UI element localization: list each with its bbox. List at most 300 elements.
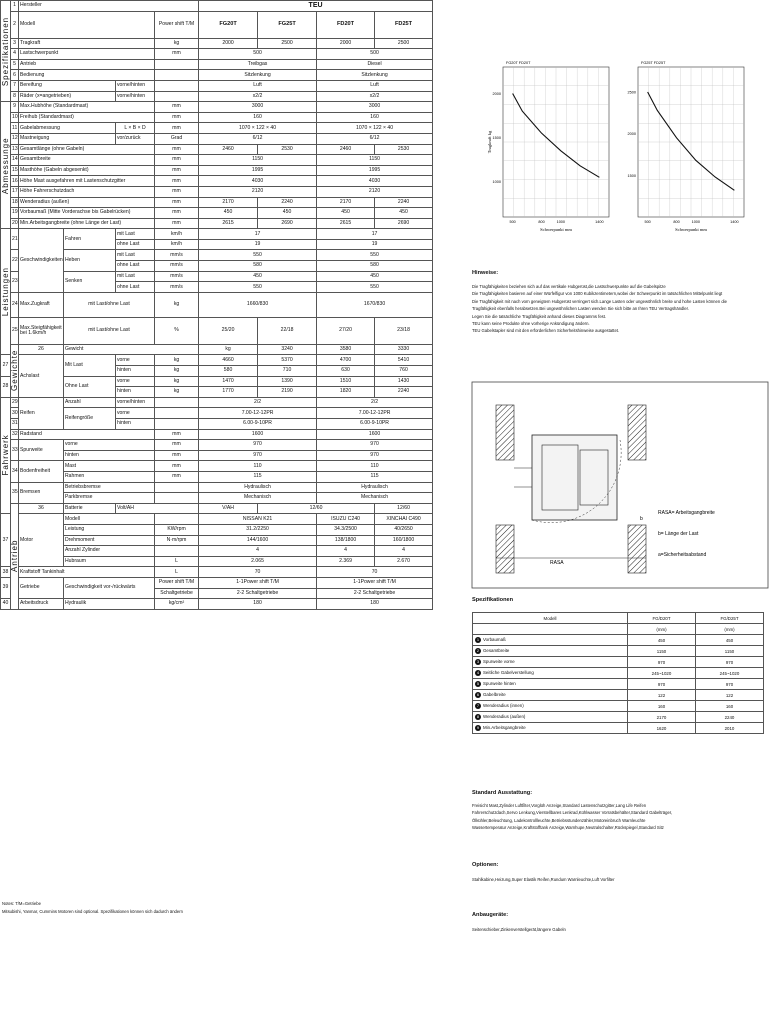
- spez-label: [473, 723, 628, 734]
- row-sub: mit Last: [116, 271, 155, 282]
- spez-row: [473, 657, 764, 668]
- spez-label: [473, 690, 628, 701]
- row-label: Vorbaumaß (Mitte Vorderachse bis Gabelrücken): [19, 208, 155, 219]
- cell-value: 450: [317, 208, 375, 219]
- row-label: Senken: [64, 271, 116, 292]
- row-label: Fahren: [64, 229, 116, 250]
- row-number: 5: [11, 59, 19, 70]
- spez-row: [473, 668, 764, 679]
- row-sub: Leistung: [64, 524, 155, 535]
- cell-value: 2530: [258, 144, 317, 155]
- cell-value: 160: [317, 112, 433, 123]
- row-label: Masthöhe (Gabeln abgesenkt): [19, 165, 155, 176]
- spez-value: 970: [696, 657, 764, 668]
- spez-label: [473, 668, 628, 679]
- cell-value: 6/12: [199, 133, 317, 144]
- row-number: 33: [11, 440, 19, 461]
- cell-value: 580: [317, 261, 433, 272]
- row-unit: kg: [155, 38, 199, 49]
- row-unit: kg: [155, 292, 199, 317]
- spez-label: [473, 657, 628, 668]
- standard-line: Freisicht Mast,Zylinder Luftfilter,Vorglüh Anzeige,Standard Lastenschutzgitter,Lang Life Reifen: [472, 803, 647, 808]
- row-unit: Power shift T/M: [155, 577, 199, 588]
- cell-value: 40/2650: [375, 524, 433, 535]
- cell-value: 1470: [199, 376, 258, 387]
- cell-value: 1600: [317, 429, 433, 440]
- row-label: Getriebe: [19, 577, 64, 598]
- row-number: 15: [11, 165, 19, 176]
- row-unit: %: [155, 317, 199, 344]
- row-unit: km/h: [155, 229, 199, 240]
- y-tick-label: 1500: [492, 136, 501, 141]
- cell-value: 450: [258, 208, 317, 219]
- x-tick-label: 500: [509, 220, 516, 224]
- diagram-legend-1: RASA= Arbeitsgangbreite: [658, 510, 715, 516]
- row-unit: mm: [155, 112, 199, 123]
- row-unit: kg: [155, 376, 199, 387]
- row-label: Freihub (Standardmast): [19, 112, 155, 123]
- row-number: 1: [11, 1, 19, 12]
- cell-value: 1150: [317, 155, 433, 166]
- spez-label-text: Wenderadius (außen): [483, 714, 526, 719]
- spez-label-text: Vorbaumaß: [483, 637, 506, 642]
- spez-label: [473, 635, 628, 646]
- row-label: Mastneigung: [19, 133, 116, 144]
- spez-unit: (mm): [696, 624, 764, 635]
- spez-row: [473, 712, 764, 723]
- cell-value: 2690: [375, 218, 433, 229]
- row-number: 24: [11, 292, 19, 317]
- spez-label-text: Spurweite vorne: [483, 659, 515, 664]
- hinweise-title: Hinweise:: [472, 270, 499, 276]
- row-unit: kg/cm²: [155, 599, 199, 610]
- row-sub: ohne Last: [116, 261, 155, 272]
- spez-value: 450: [696, 635, 764, 646]
- row-label: Tragkraft: [19, 38, 155, 49]
- cell-value: 1150: [199, 155, 317, 166]
- row-number: 10: [11, 112, 19, 123]
- row-sub: vorne/hinten: [116, 397, 155, 408]
- row-number: 31: [11, 419, 19, 430]
- row-sub: hinten: [64, 450, 155, 461]
- cell-value: 6/12: [317, 133, 433, 144]
- anbau-title: Anbaugeräte:: [472, 912, 509, 918]
- cell-value: 970: [317, 440, 433, 451]
- cell-value: 1670/830: [317, 292, 433, 317]
- row-sub: vorne: [64, 440, 155, 451]
- row-unit: mm: [155, 440, 199, 451]
- cell-value: XINCHAI C490: [375, 514, 433, 525]
- cell-value: 5410: [375, 355, 433, 366]
- spec-table: [0, 0, 433, 610]
- row-unit: [155, 397, 199, 408]
- row-number: 19: [11, 208, 19, 219]
- diagram-legend-3: a=Sicherheitsabstand: [658, 552, 707, 558]
- row-label: Batterie: [64, 503, 116, 514]
- row-unit: KW/rpm: [155, 524, 199, 535]
- cell-value: 2690: [258, 218, 317, 229]
- row-label: Lastschwerpunkt: [19, 49, 155, 60]
- spez-row: [473, 646, 764, 657]
- cell-value: 180: [317, 599, 433, 610]
- rasa-label: RASA: [550, 560, 564, 566]
- cell-value: 160/1800: [375, 535, 433, 546]
- cell-value: 550: [317, 250, 433, 261]
- spez-value: 970: [628, 657, 696, 668]
- row-sub: Rahmen: [64, 471, 155, 482]
- row-number: 16: [11, 176, 19, 187]
- cell-value: 4660: [199, 355, 258, 366]
- cell-value: 2.670: [375, 556, 433, 567]
- rack-block: [496, 405, 514, 460]
- cell-value: 760: [375, 366, 433, 377]
- row-unit: mm: [155, 155, 199, 166]
- spez-value: 2240: [696, 712, 764, 723]
- row-label: Ohne Last: [64, 376, 116, 397]
- row-unit: [155, 419, 199, 430]
- x-tick-label: 1000: [556, 220, 566, 224]
- spez-label-text: Gesamtbreite: [483, 648, 510, 653]
- row-number: 38: [1, 567, 11, 578]
- y-tick-label: 2000: [492, 91, 501, 96]
- row-label: Kraftstoff Tankinhalt: [19, 567, 155, 578]
- row-label: Gabelabmessung: [19, 123, 116, 134]
- row-number: 22: [11, 250, 19, 271]
- row-number: 20: [11, 218, 19, 229]
- x-axis-label: Schwerpunkt mm: [540, 227, 572, 232]
- row-unit: [155, 70, 199, 81]
- row-number: 27: [1, 355, 11, 376]
- row-unit: mm: [155, 197, 199, 208]
- y-axis-label: Tragkraft kg: [487, 130, 492, 154]
- cell-value: 6.00-9-10PR: [317, 419, 433, 430]
- row-unit: mm: [155, 429, 199, 440]
- row-label: Reifengröße: [64, 408, 116, 429]
- cell-value: Mechanisch: [317, 493, 433, 504]
- row-number: 36: [19, 503, 64, 514]
- cell-value: 5370: [258, 355, 317, 366]
- cell-value: 2120: [199, 186, 317, 197]
- hinweise-line: Tragfähigkeit ebenfalls herabsetzen.Bei ungewöhnlichen Lasten wenden Sie sich bitte an Ihren TEU Vertragshändler.: [472, 306, 689, 312]
- spez-value: 160: [696, 701, 764, 712]
- cell-value: 1430: [375, 376, 433, 387]
- row-unit: km/h: [155, 239, 199, 250]
- row-number: 21: [11, 229, 19, 250]
- row-label: Modell: [19, 11, 155, 38]
- section-antrieb: Antrieb: [11, 503, 19, 609]
- row-sub: Hubraum: [64, 556, 155, 567]
- chart-title: FG20T FD20T: [506, 61, 531, 65]
- cell-value: 450: [317, 271, 433, 282]
- row-label: Höhe Fahrerschutzdach: [19, 186, 155, 197]
- cell-value: 710: [258, 366, 317, 377]
- row-label: Mit Last: [64, 355, 116, 376]
- spez-label-text: Min.Arbeitsgangbreite: [483, 725, 526, 730]
- cell-value: 180: [199, 599, 317, 610]
- row-unit: Grad: [155, 133, 199, 144]
- spez-value: 970: [628, 679, 696, 690]
- cell-value: 1770: [199, 387, 258, 398]
- cell-value: 1995: [199, 165, 317, 176]
- row-unit: kg: [199, 344, 258, 355]
- row-number: 3: [11, 38, 19, 49]
- row-number: 13: [11, 144, 19, 155]
- y-tick-label: 2500: [627, 90, 636, 95]
- cell-value: 34.3/2500: [317, 524, 375, 535]
- row-number: 28: [1, 376, 11, 397]
- row-unit: L: [155, 567, 199, 578]
- spez-row: [473, 690, 764, 701]
- row-number: 35: [11, 482, 19, 503]
- row-label: Bodenfreiheit: [19, 461, 64, 482]
- cell-value: 12/60: [375, 503, 433, 514]
- rack-block: [496, 525, 514, 573]
- section-leistungen: Leistungen: [1, 229, 11, 355]
- model-fd20t: FD20T: [317, 11, 375, 38]
- row-unit: mm/s: [155, 282, 199, 293]
- row-unit: mm: [155, 49, 199, 60]
- row-label: Arbeitsdruck: [19, 599, 64, 610]
- cell-value: 970: [317, 450, 433, 461]
- hinweise-line: TEU Gabelstapler sind mit den erforderlichen Sicherheitshinweise ausgestattet.: [472, 328, 620, 334]
- spez-header: FG/D20T: [628, 613, 696, 624]
- cell-value: 2615: [317, 218, 375, 229]
- cell-value: 12/60: [258, 503, 375, 514]
- cell-value: 3240: [258, 344, 317, 355]
- spez-header: FG/D25T: [696, 613, 764, 624]
- cell-value: 970: [199, 450, 317, 461]
- row-unit: [155, 514, 199, 525]
- y-tick-label: 1500: [627, 173, 636, 178]
- rack-block: [628, 405, 646, 460]
- row-sub: ohne Last: [116, 239, 155, 250]
- cell-value: 1995: [317, 165, 433, 176]
- anbau-text: Seitenschieber,Zinkenverstellgerät,längere Gabeln: [472, 927, 566, 932]
- cell-value: 2190: [258, 387, 317, 398]
- spez-label: [473, 679, 628, 690]
- cell-value: 3000: [317, 102, 433, 113]
- row-unit: [155, 482, 199, 493]
- row-number: 29: [11, 397, 19, 408]
- cell-value: 3330: [375, 344, 433, 355]
- cell-value: 7.00-12-12PR: [317, 408, 433, 419]
- row-sub: vorne: [116, 376, 155, 387]
- cell-value: 6.00-9-10PR: [199, 419, 317, 430]
- row-label: Max.Hubhöhe (Standardmast): [19, 102, 155, 113]
- cell-value: 2530: [375, 144, 433, 155]
- spez-table: [472, 612, 764, 734]
- x-tick-label: 1400: [595, 220, 604, 224]
- cell-value: 1390: [258, 376, 317, 387]
- spez-label: [473, 646, 628, 657]
- cell-value: 2.065: [199, 556, 317, 567]
- chart-title: FG25T FD25T: [641, 61, 666, 65]
- spez-label-text: Seitliche Gabelverstellung: [483, 670, 534, 675]
- row-unit: mm: [155, 471, 199, 482]
- x-tick-label: 800: [673, 220, 680, 224]
- row-number: 14: [11, 155, 19, 166]
- cell-value: 110: [199, 461, 317, 472]
- row-sub: mit Last/ohne Last: [64, 317, 155, 344]
- row-label: Max.Steigfähigkeit bei 1.6km/h: [19, 317, 64, 344]
- cell-value: 2460: [199, 144, 258, 155]
- cell-value: 2-2 Schaltgetriebe: [199, 588, 317, 599]
- row-label: Gesamtlänge (ohne Gabeln): [19, 144, 155, 155]
- cell-value: 2120: [317, 186, 433, 197]
- notes: [2, 900, 183, 916]
- row-unit: mm: [155, 165, 199, 176]
- standard-text: [472, 802, 672, 832]
- row-sub: ohne Last: [116, 282, 155, 293]
- section-abmessungen: Abmessunge: [1, 102, 11, 229]
- standard-line: Wassertemperatur Anzeige,Kraftstofftank Anzeige,Warnhupe,Neutralschalter,Rückspiegel,Standard Sitz: [472, 825, 664, 831]
- hinweise-line: Die Tragfähigkeit mit nach vorn geneigtem Hubgerüst verringert sich.Lange Lasten oder ungewöhnlich breite und hohe Lasten können die: [472, 298, 727, 304]
- b-label: b: [640, 516, 643, 522]
- row-sub: Modell: [64, 514, 155, 525]
- hinweise-text: [472, 283, 727, 335]
- cell-value: ISUZU C240: [317, 514, 375, 525]
- diagram-legend-2: b= Länge der Last: [658, 531, 699, 537]
- cell-value: 630: [317, 366, 375, 377]
- cell-value: 580: [199, 261, 317, 272]
- spez-unit: (mm): [628, 624, 696, 635]
- cell-value: 27/20: [317, 317, 375, 344]
- cell-value: 19: [199, 239, 317, 250]
- row-group: Reifen: [19, 397, 64, 429]
- cell-value: 138/1800: [317, 535, 375, 546]
- note-line: Notes: T/M=Getriebe: [2, 901, 41, 906]
- row-sub: vorne: [116, 408, 155, 419]
- cell-value: 4: [317, 546, 375, 557]
- row-number: 39: [1, 577, 11, 598]
- cell-value: 25/20: [199, 317, 258, 344]
- row-label: Antrieb: [19, 59, 155, 70]
- row-unit: mm: [155, 144, 199, 155]
- row-unit: [155, 91, 199, 102]
- row-number: 37: [1, 514, 11, 567]
- row-unit: mm: [155, 208, 199, 219]
- row-unit: mm: [155, 176, 199, 187]
- row-label: Radstand: [19, 429, 155, 440]
- hinweise-line: TEU kann seine Produkte ohne vorherige Ankündigung ändern.: [472, 321, 590, 327]
- row-unit: mm: [155, 450, 199, 461]
- row-number: 6: [11, 70, 19, 81]
- hinweise-line: Legen Sie die tatsächliche Tragfähigkeit anhand dieses Diagramms fest.: [472, 313, 607, 319]
- row-sub: mit Last: [116, 229, 155, 240]
- standard-line: Ölkühler,Beleuchtung, Ladekontrollleuchte,Betriebsstundenzähler,Motoreinbruch Warnleuchte: [472, 817, 646, 823]
- spez-value: 1150: [696, 646, 764, 657]
- row-label: Heben: [64, 250, 116, 271]
- spez-value: 122: [628, 690, 696, 701]
- cell-value: 17: [317, 229, 433, 240]
- cell-value: 3000: [199, 102, 317, 113]
- spez-row: [473, 701, 764, 712]
- cell-value: 1-1Power shift T/M: [317, 577, 433, 588]
- cell-value: 2500: [258, 38, 317, 49]
- row-number: 40: [1, 599, 11, 610]
- cell-value: 550: [317, 282, 433, 293]
- cell-value: 550: [199, 282, 317, 293]
- spez-value: 245~1020: [628, 668, 696, 679]
- number-bullet: 5: [476, 681, 480, 686]
- cell-value: 2000: [199, 38, 258, 49]
- spez-value: 245~1020: [696, 668, 764, 679]
- row-unit: mm/s: [155, 261, 199, 272]
- cell-value: 115: [199, 471, 317, 482]
- row-group: Achslast: [19, 355, 64, 397]
- row-label: Spurweite: [19, 440, 64, 461]
- row-unit: mm: [155, 102, 199, 113]
- cell-value: 2000: [317, 38, 375, 49]
- row-label: Räder (x=angetrieben): [19, 91, 116, 102]
- cell-value: 500: [317, 49, 433, 60]
- model-fg20t: FG20T: [199, 11, 258, 38]
- cell-value: 70: [317, 567, 433, 578]
- spez-label-text: Wenderadius (innen): [483, 703, 524, 708]
- cell-value: 2170: [199, 197, 258, 208]
- model-fg25t: FG25T: [258, 11, 317, 38]
- cell-value: 4: [199, 546, 317, 557]
- row-label: Bedienung: [19, 70, 155, 81]
- optionen-text: Stahlkabine,Heizung,Super Elastik Reifen,Rundum Warnleuchte,Luft Vorfilter: [472, 877, 615, 882]
- cell-value: 2-2 Schaltgetriebe: [317, 588, 433, 599]
- row-unit: [155, 80, 199, 91]
- hinweise-line: Die Tragfähigkeiten beziehen sich auf das vertikale Hubgerüst,die Lastschwerpunkte auf die Gabelspitze: [472, 284, 666, 289]
- cell-value: 19: [317, 239, 433, 250]
- row-label: Max.Zugkraft: [19, 292, 64, 317]
- x-tick-label: 500: [644, 220, 651, 224]
- cell-value: 1820: [317, 387, 375, 398]
- row-sub: hinten: [116, 387, 155, 398]
- spez-label-text: Spurweite hinten: [483, 681, 516, 686]
- spez-value: 160: [628, 701, 696, 712]
- cell-value: 1070 × 122 × 40: [199, 123, 317, 134]
- row-sub: Anzahl Zylinder: [64, 546, 155, 557]
- spez-value: 122: [696, 690, 764, 701]
- cell-value: 4700: [317, 355, 375, 366]
- cell-value: 500: [199, 49, 317, 60]
- row-number: 11: [11, 123, 19, 134]
- y-tick-label: 1000: [492, 180, 501, 185]
- spez-value: 2010: [696, 723, 764, 734]
- spez-label: [473, 712, 628, 723]
- row-group: Geschwindigkeiten: [19, 229, 64, 293]
- cell-value: 17: [199, 229, 317, 240]
- row-number: 7: [11, 80, 19, 91]
- row-number: 17: [11, 186, 19, 197]
- cell-value: 1-1Power shift T/M: [199, 577, 317, 588]
- row-number: 30: [11, 408, 19, 419]
- cell-value: Mechanisch: [199, 493, 317, 504]
- cell-value: 31.2/2250: [199, 524, 317, 535]
- row-number: 2: [11, 11, 19, 38]
- spez-row: [473, 635, 764, 646]
- row-sub: hinten: [116, 366, 155, 377]
- row-number: 25: [11, 317, 19, 344]
- number-bullet: 2: [476, 648, 480, 653]
- row-sub: vor/zurück: [116, 133, 155, 144]
- cell-value: 4030: [199, 176, 317, 187]
- row-label: Gewicht: [64, 344, 199, 355]
- row-sub: Geschwindigkeit vor-/rückwärts: [64, 577, 155, 598]
- row-unit: mm/s: [155, 271, 199, 282]
- row-number: 26: [19, 344, 64, 355]
- cell-value: 160: [199, 112, 317, 123]
- cell-value: Sitzlenkung: [317, 70, 433, 81]
- row-unit: kg: [155, 355, 199, 366]
- cell-value: 3580: [317, 344, 375, 355]
- cell-value: x2/2: [199, 91, 317, 102]
